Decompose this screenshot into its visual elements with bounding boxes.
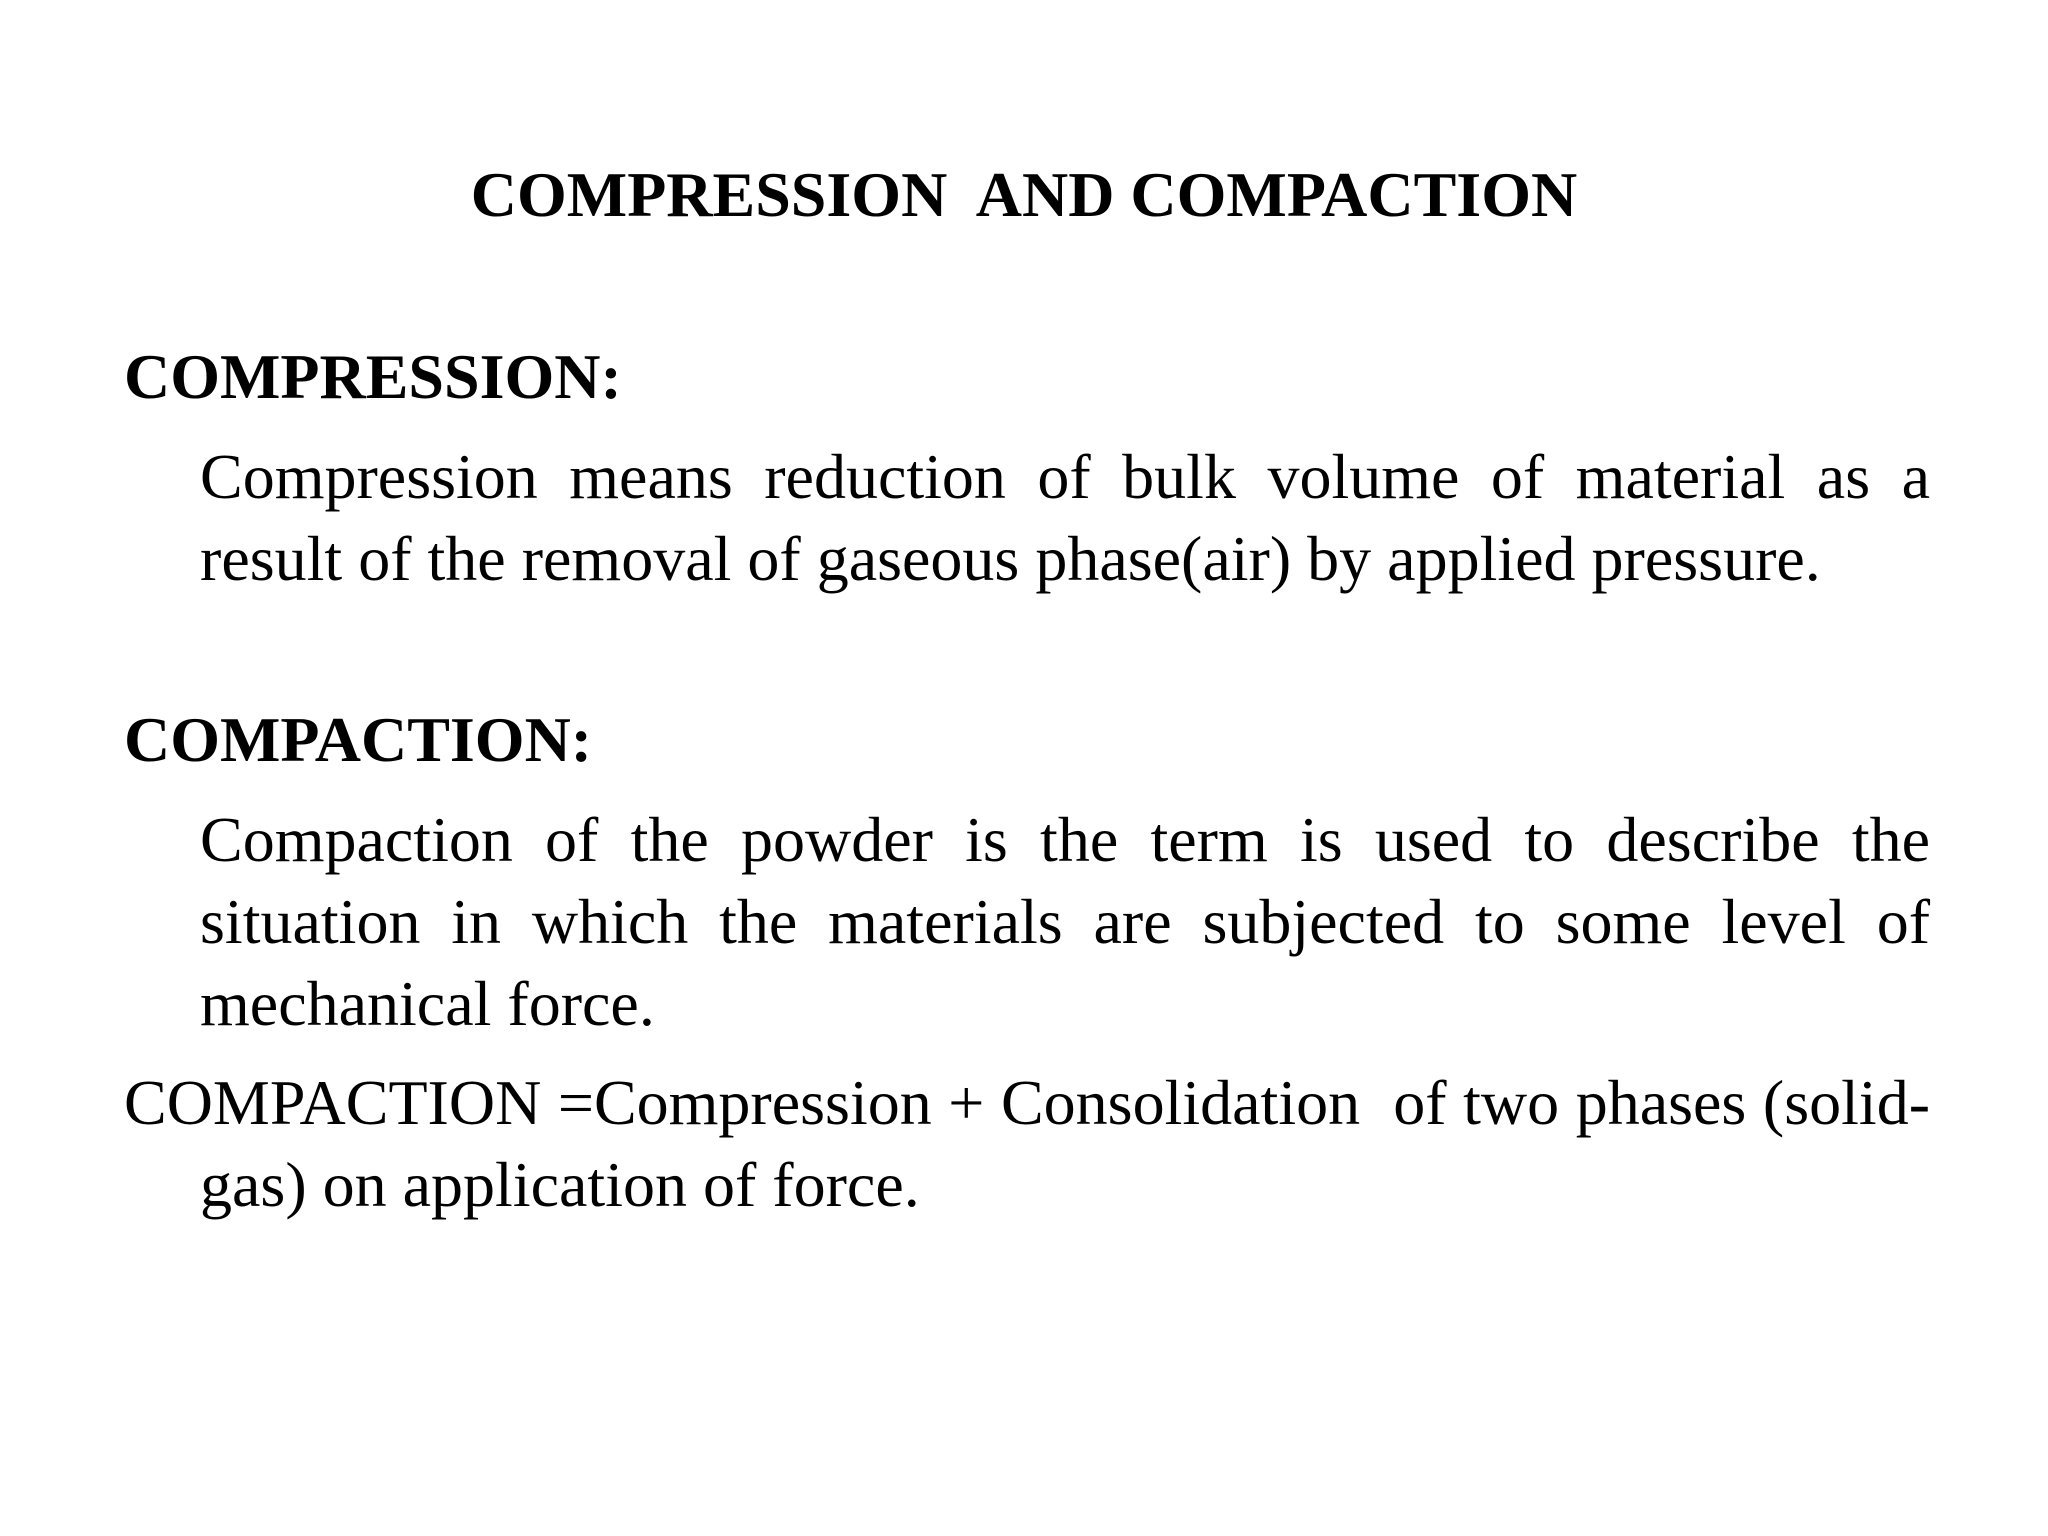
compaction-definition: Compaction of the powder is the term is used to describe the situation in which the materials are subjected to some level of mechanical force. bbox=[200, 804, 1930, 1039]
compression-heading: COMPRESSION: bbox=[124, 341, 622, 412]
slide-title: COMPRESSION AND COMPACTION bbox=[470, 159, 1578, 230]
compression-definition: Compression means reduction of bulk volume of material as a result of the removal of gaseous phase(air) by applied pressure. bbox=[200, 441, 1930, 594]
compaction-heading: COMPACTION: bbox=[124, 704, 593, 775]
compaction-equation: COMPACTION =Compression + Consolidation of two phases (solid-gas) on application of force. bbox=[124, 1067, 1930, 1220]
